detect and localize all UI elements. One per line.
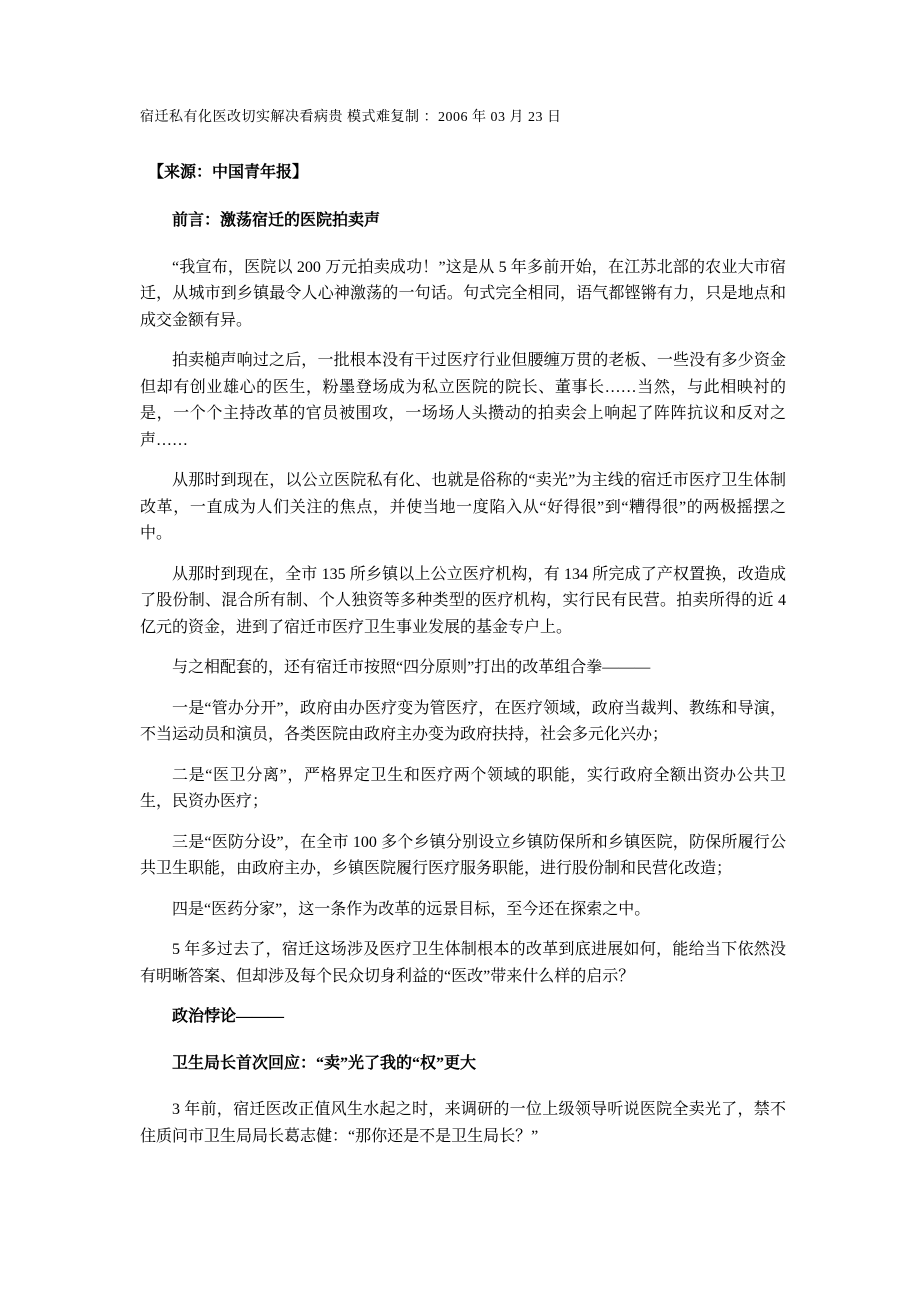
paragraph: 从那时到现在，全市 135 所乡镇以上公立医疗机构，有 134 所完成了产权置换，改造成了股份制、混合所有制、个人独资等多种类型的医疗机构，实行民有民营。拍卖所得的近 4 亿元的资金，进到了宿迁市医疗卫生事业发展的基金专户上。	[140, 565, 786, 636]
section-heading-political-paradox: 政治悖论———	[172, 1008, 285, 1025]
article-source: 【来源：中国青年报】	[148, 164, 309, 181]
section-heading-preface: 前言：激荡宿迁的医院拍卖声	[172, 212, 381, 229]
paragraph: 从那时到现在，以公立医院私有化、也就是俗称的“卖光”为主线的宿迁市医疗卫生体制改革，一直成为人们关注的焦点，并使当地一度陷入从“好得很”到“糟得很”的两极摇摆之中。	[140, 472, 786, 542]
paragraph: 5 年多过去了，宿迁这场涉及医疗卫生体制根本的改革到底进展如何，能给当下依然没有明晰答案、但却涉及每个民众切身利益的“医改”带来什么样的启示？	[140, 941, 786, 985]
paragraph: 三是“医防分设”，在全市 100 多个乡镇分别设立乡镇防保所和乡镇医院，防保所履行公共卫生职能，由政府主办，乡镇医院履行医疗服务职能，进行股份制和民营化改造；	[140, 833, 786, 877]
section-heading-health-bureau-response: 卫生局长首次回应：“卖”光了我的“权”更大	[172, 1054, 477, 1072]
paragraph: 拍卖槌声响过之后，一批根本没有干过医疗行业但腰缠万贯的老板、一些没有多少资金但却有创业雄心的医生，粉墨登场成为私立医院的院长、董事长……当然，与此相映衬的是，一个个主持改革的官员被围攻，一场场人头攒动的拍卖会上响起了阵阵抗议和反对之声……	[140, 352, 786, 449]
paragraph: 3 年前，宿迁医改正值风生水起之时，来调研的一位上级领导听说医院全卖光了，禁不住质问市卫生局局长葛志健：“那你还是不是卫生局长？”	[140, 1101, 786, 1145]
paragraph: 与之相配套的，还有宿迁市按照“四分原则”打出的改革组合拳———	[172, 659, 651, 676]
paragraph: “我宣布，医院以 200 万元拍卖成功！”这是从 5 年多前开始，在江苏北部的农业大市宿迁，从城市到乡镇最令人心神激荡的一句话。句式完全相同，语气都铿锵有力，只是地点和成交金额有异。	[140, 258, 786, 329]
paragraph: 二是“医卫分离”，严格界定卫生和医疗两个领域的职能，实行政府全额出资办公共卫生，民资办医疗；	[140, 766, 786, 810]
paragraph: 四是“医药分家”，这一条作为改革的远景目标，至今还在探索之中。	[172, 900, 651, 918]
paragraph: 一是“管办分开”，政府由办医疗变为管医疗，在医疗领域，政府当裁判、教练和导演，不当运动员和演员，各类医院由政府主办变为政府扶持，社会多元化兴办；	[140, 699, 786, 743]
article-title-dateline: 宿迁私有化医改切实解决看病贵 模式难复制 ：2006 年 03 月 23 日	[140, 110, 562, 125]
